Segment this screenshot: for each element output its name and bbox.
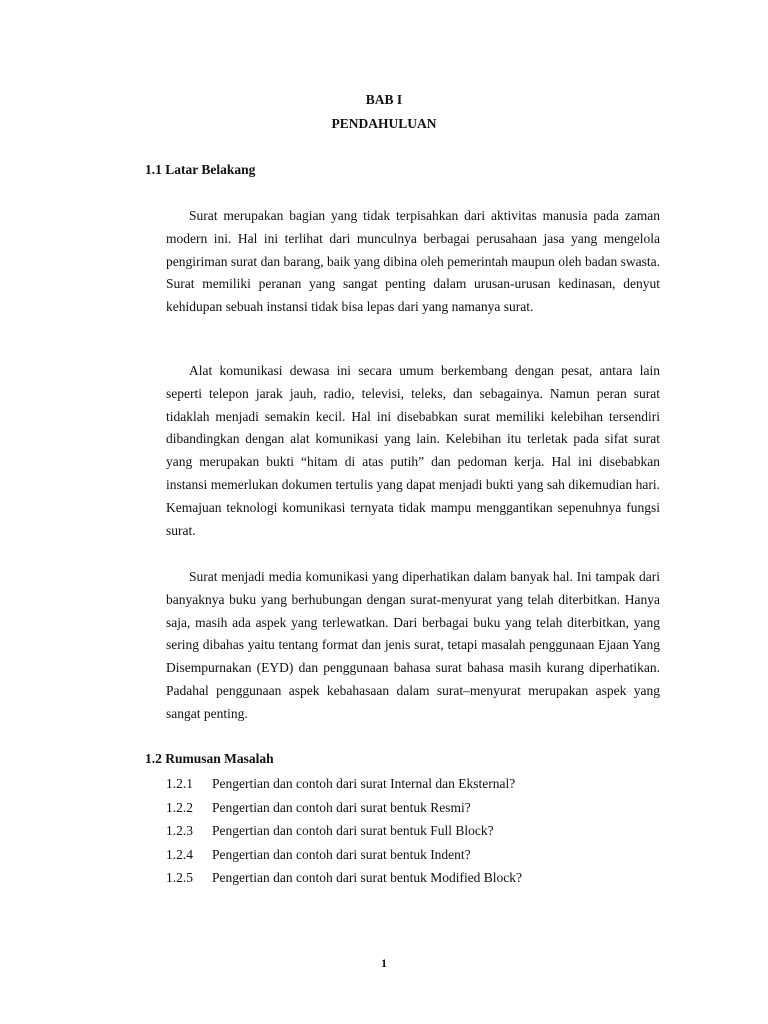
- section-heading-rumusan-masalah: 1.2 Rumusan Masalah: [145, 751, 274, 766]
- chapter-title: PENDAHULUAN: [331, 116, 437, 131]
- list-item-number: 1.2.3: [166, 823, 193, 838]
- list-item: [166, 819, 522, 843]
- list-item-text: Pengertian dan contoh dari surat bentuk Full Block?: [212, 823, 494, 838]
- list-item-number: 1.2.5: [166, 870, 193, 885]
- paragraph-1: Surat merupakan bagian yang tidak terpisahkan dari aktivitas manusia pada zaman modern ini. Hal ini terlihat dari munculnya berbagai perusahaan jasa yang mengelola pengiriman surat dan barang, baik yang dibina oleh pemerintah maupun oleh badan swasta. Surat memiliki peranan yang sangat penting dalam urusan-urusan kedinasan, denyut kehidupan sebuah instansi tidak bisa lepas dari yang namanya surat.: [166, 208, 660, 315]
- paragraph-2: Alat komunikasi dewasa ini secara umum berkembang dengan pesat, antara lain seperti telepon jarak jauh, radio, televisi, teleks, dan sebagainya. Namun peran surat tidaklah menjadi semakin kecil. Hal ini disebabkan surat memiliki kelebihan tersendiri dibandingkan dengan alat komunikasi yang lain. Kelebihan itu terletak pada sifat surat yang merupakan bukti “hitam di atas putih” dan pedoman kerja. Hal ini disebabkan instansi memerlukan dokumen tertulis yang dapat menjadi bukti yang sah dikemudian hari. Kemajuan teknologi komunikasi ternyata tidak mampu menggantikan sepenuhnya fungsi surat.: [166, 363, 660, 538]
- list-item-number: 1.2.1: [166, 776, 193, 791]
- list-item-text: Pengertian dan contoh dari surat bentuk Resmi?: [212, 799, 471, 815]
- problem-list: [166, 772, 522, 890]
- list-item-text: Pengertian dan contoh dari surat bentuk Indent?: [212, 846, 471, 862]
- list-item-text: Pengertian dan contoh dari surat Internal dan Eksternal?: [212, 776, 516, 791]
- list-item-text: Pengertian dan contoh dari surat bentuk Modified Block?: [212, 870, 523, 885]
- list-item: [166, 866, 522, 890]
- list-item-number: 1.2.2: [166, 799, 193, 815]
- list-item: [166, 796, 522, 820]
- page-number: 1: [381, 956, 387, 970]
- chapter-label: BAB I: [365, 92, 403, 107]
- list-item-number: 1.2.4: [166, 846, 193, 862]
- list-item: [166, 772, 522, 796]
- paragraph-3: Surat menjadi media komunikasi yang diperhatikan dalam banyak hal. Ini tampak dari banyaknya buku yang berhubungan dengan surat-menyurat yang telah diterbitkan. Hanya saja, masih ada aspek yang terlewatkan. Dari berbagai buku yang telah diterbitkan, yang sering dibahas yaitu tentang format dan jenis surat, tetapi masalah penggunaan Ejaan Yang Disempurnakan (EYD) dan penggunaan bahasa surat bahasa masih kurang diperhatikan. Padahal penggunaan aspek kebahasaan dalam surat–menyurat merupakan aspek yang sangat penting.: [166, 569, 660, 721]
- list-item: [166, 843, 522, 867]
- section-heading-latar-belakang: 1.1 Latar Belakang: [145, 162, 256, 177]
